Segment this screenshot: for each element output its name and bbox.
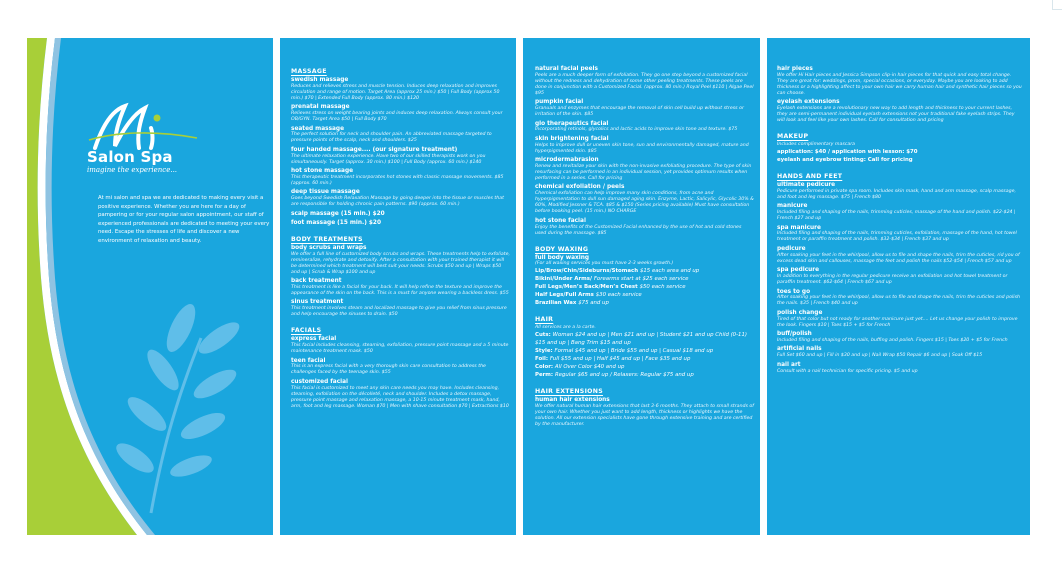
section-heading: MASSAGE (291, 68, 327, 75)
price-line: Cuts: Woman $24 and up | Men $21 and up | Student $21 and up Child (0-11) $15 and up | Bang Trim $15 and up (535, 332, 748, 347)
service-desc: Peels are a much deeper form of exfoliation. They go one step beyond a customized facial without the redness and dehydration of some other peeling treatments. These peels are done in conjunction with a Customized Facial. (approx. 80 min.) Royal Peel $110 | Algae Peel $95 (535, 72, 754, 96)
section-hands-and-feet (777, 173, 1022, 374)
price-line: Bikini/Under Arms/ Forearms start at $25 each service (535, 276, 689, 283)
service-desc: Included filing and shaping of the nails, buffing and polish. Fingers $15 | Toes $20 + $5 for French (777, 337, 1008, 343)
price-line: Lip/Brow/Chin/Sideburns/Stomach $15 each area and up (535, 268, 700, 275)
page-corner-mark (1052, 0, 1062, 10)
service-name: manicure (777, 203, 808, 210)
service-desc: This facial is customized to meet any skin care needs you may have. Includes cleansing, steaming, exfoliation on the décolleté, neck and shoulder. Includes a detox massage, pressure point massage and relaxation massage, a 10-15 minute treatment mask, hand, arm, foot and leg massage. Woman $70 | Men with shave consultation $70 | Extractions $10 (291, 385, 509, 409)
service-name: nail art (777, 361, 801, 368)
leaf-branch-decoration (111, 298, 261, 518)
service-desc: In addition to everything in the regular pedicure receive an exfoliation and hot towel treatment or paraffin treatment. $62-$64 | French $67 and up (777, 274, 1008, 286)
service-desc: Helps to improve dull or uneven skin tone, sun and environmentally damaged, mature and hyperpigmented skin. $85 (535, 142, 749, 154)
section-hair (535, 316, 754, 379)
makeup-note: Includes complimentary mascara (777, 142, 856, 148)
service-desc: Renew and revitalize your skin with the non-invasive exfoliating procedure. The type of skin resurfacing can be performed in an individual session, yet provides optimum results when performed in a series. Call for pricing (535, 163, 752, 181)
service-desc: We offer Hi Hair pieces and Jessica Simpson clip-in hair pieces for that quick and easy total change. They are great for: weddings, prom, special occasions, or everyday. Maybe you are looking to add thickness or a highlighting affect to your own hair we carry human hair and synthetic hair pieces so you can choose. (777, 72, 1022, 96)
service-name: scalp massage (15 min.) $20 (291, 210, 385, 217)
service-desc: The perfect solution for neck and shoulder pain. An abbreviated massage targeted to pressure points of the scalp, neck and shoulders. $25 (291, 132, 492, 144)
section-heading: HAIR (535, 316, 554, 324)
service-desc: Chemical exfoliation can help improve many skin conditions, from acne and hyperpigmentation to dull sun damaged aging skin. Enzyme, Lactic, Salicylic, Glycolic 30% & 60%, Modified Jessner & TCA. $85 & $150 (Series pricing available) Must have consultation before booking peel. (15 min.) NO CHARGE (535, 191, 754, 215)
price-line: Style: Formal $45 and up | Bride $55 and up | Casual $18 and up (535, 348, 714, 355)
service-desc: We offer a full line of customized body scrubs and wraps. These treatments help to exfoliate, remineralize, rehydrate and detoxify. After a consultation with your trained therapist it will be determined which treatment will best suit your needs. Scrubs $50 and up | Wraps $50 and up | Scrub & Wrap $100 and up (291, 251, 510, 275)
service-name: back treatment (291, 278, 342, 285)
service-name: customized facial (291, 378, 349, 385)
waxing-note: (For all waxing services you must have 2-3 weeks growth.) (535, 261, 674, 267)
price-line: application: $40 / application with lesson: $70 (777, 149, 918, 156)
service-desc: Relieves stress on weight bearing joints and induces deep relaxation. Always consult your OB/GYN. Target Area $50 | Full Body $70 (291, 111, 503, 123)
service-desc: This therapeutic treatment incorporates hot stones with classic massage movements. $85 (approx. 60 min.) (291, 174, 504, 186)
service-name: swedish massage (291, 77, 349, 83)
menu-panel-peels-waxing-hair (523, 38, 760, 535)
section-body-treatments (291, 236, 510, 318)
service-name: skin brightening facial (535, 135, 609, 142)
hair-note: All services are a la carte. (535, 325, 596, 331)
section-peels (535, 66, 754, 237)
service-name: polish change (777, 309, 823, 316)
service-name: express facial (291, 336, 337, 343)
service-desc: This facial includes cleansing, steaming, exfoliation, pressure point massage and a 5 minute maintenance treatment mask. $50 (291, 343, 509, 355)
service-name: body scrubs and wraps (291, 244, 367, 251)
brand-name: Salon Spa (87, 148, 173, 166)
service-desc: Goes beyond Swedish Relaxation Massage by going deeper into the tissue or muscles that are responsible for holding chronic pain patterns. $90 (approx. 60 min.) (291, 196, 504, 208)
service-desc: Granuals and enzymes that encourage the removal of skin cell build up without stress or irritation of the skin. $85 (535, 106, 744, 118)
service-desc: Included filing and shaping of the nails, trimming cuticles, exfoliation, massage of the hand, hot towel treatment or paraffin treatment and polish. $32-$34 | French $37 and up (777, 231, 1017, 243)
service-desc: Eyelash extensions are a revolutionary new way to add length and thickness to your current lashes, they are semi-permanent individual eyelash extensions not your traditional fake eyelash strips. They will look and feel like your own lashes. Call for consultation and pricing (777, 106, 1015, 124)
service-desc: This treatment is like a facial for your back. It will help refine the texture and improve the appearance of the skin on the back. This is a must for anyone wearing a backless dress. $55 (291, 284, 509, 296)
section-heading: MAKEUP (777, 133, 809, 141)
service-desc: Consult with a nail technician for specific pricing. $5 and up (777, 368, 918, 374)
service-name: prenatal massage (291, 104, 350, 111)
service-name: spa manicure (777, 224, 821, 231)
service-desc: Full Set $60 and up | Fill in $30 and up | Nail Wrap $50 Repair $6 and up | Soak Off $15 (777, 353, 983, 359)
price-line: eyelash and eyebrow tinting: Call for pricing (777, 157, 913, 164)
service-name: teen facial (291, 357, 326, 364)
service-desc: Incorporating retinols, glycolics and lactic acids to improve skin tone and texture. $75 (535, 127, 738, 133)
section-hair-pieces (777, 66, 1022, 124)
service-name: pumpkin facial (535, 99, 584, 106)
price-line: Brazilian Wax $75 and up (535, 300, 609, 307)
service-name: hot stone massage (291, 168, 354, 175)
section-body-waxing (535, 246, 754, 308)
service-desc: We offer natural human hair extensions that last 3-6 months. They attach to small strands of your own hair. Whether you just want to add length, thickness or highlights we have the solution. All our extension specialists have gone through extensive training and are certified by the manufacturer. (535, 404, 754, 428)
service-name: microdermabrasion (535, 157, 599, 164)
service-desc: After soaking your feet in the whirlpool, allow us to file and shape the nails, trim the cuticles, rid you of excess dead skin and callouses, massage the feet and polish the nails $52-$54 | French $57 and up (777, 252, 1020, 264)
service-name: buff/polish (777, 331, 812, 338)
service-desc: This is an express facial with a very thorough skin care consultation to address the challenges faced by the teenage skin. $55 (291, 364, 486, 376)
service-desc: Enjoy the benefits of the Customized Facial enhanced by the use of hot and cold stones used during the massage. $85 (535, 224, 742, 236)
menu-panel-massage (280, 38, 516, 535)
section-facials (291, 327, 510, 409)
service-name: artificial nails (777, 346, 822, 353)
service-name: spa pedicure (777, 267, 820, 274)
service-name: four handed massage.... (our signature treatment) (291, 146, 458, 153)
service-name: deep tissue massage (291, 189, 360, 196)
price-line: Half Legs/Full Arms $30 each service (535, 292, 642, 299)
section-heading: BODY TREATMENTS (291, 235, 363, 243)
service-name: ultimate pedicure (777, 182, 836, 189)
service-desc: Reduces and relieves stress and muscle tension. Induces deep relaxation and improves circulation and range of motion. Target Area (approx 25 min.) $50 | Full Body (approx 50 min.) $70 | Extended Full Body (approx. 80 min.) $120 (291, 83, 500, 101)
service-name: hair pieces (777, 66, 813, 72)
cover-panel (27, 38, 273, 535)
service-name: seated massage (291, 125, 345, 132)
price-line: Color: All Over Color $40 and up (535, 364, 625, 371)
service-name: human hair extensions (535, 397, 610, 404)
service-desc: After soaking your feet in the whirlpool, allow us to file and shape the nails, trim the cuticles and polish the nails. $35 | French $40 and up (777, 295, 1021, 307)
section-heading: HANDS AND FEET (777, 173, 843, 181)
service-desc: Pedicure performed in private spa room. Includes skin mask, hand and arm massage, scalp massage, and foot and leg massage. $75 | French $80 (777, 188, 1016, 200)
service-desc: The ultimate relaxation experience. Have two of our skilled therapists work on you simultaneously. Target (approx. 30 min.) $100 | Full Body (approx. 60 min.) $140 (291, 153, 486, 165)
price-line: Perm: Regular $65 and up / Relaxers: Regular $75 and up (535, 372, 694, 379)
section-massage (291, 68, 510, 227)
section-heading: HAIR EXTENSIONS (535, 388, 603, 396)
menu-panel-makeup-hands-feet (767, 38, 1030, 535)
service-desc: This treatment involves steam and localized massage to give you relief from sinus pressure and help encourage the sinuses to drain. $50 (291, 306, 507, 318)
service-desc: Tired of that color but not ready for another manicure just yet.... Let us change your polish to improve the look. Fingers $10 | Toes $15 + $5 for French (777, 316, 1018, 328)
section-heading: BODY WAXING (535, 245, 589, 253)
service-desc: Included filing and shaping of the nails, trimming cuticles, massage of the hand and polish. $22-$24 | French $27 and up (777, 210, 1016, 222)
price-line: Full Legs/Men’s Back/Men’s Chest $50 each service (535, 284, 686, 291)
section-makeup (777, 133, 1022, 164)
service-name: sinus treatment (291, 299, 344, 306)
price-line: Foil: Full $55 and up | Half $45 and up | Face $35 and up (535, 356, 691, 363)
section-hair-extensions (535, 388, 754, 428)
service-name: chemical exfoliation / peels (535, 184, 625, 191)
brand-tagline: imagine the experience... (87, 166, 178, 174)
service-name: pedicure (777, 245, 806, 252)
service-name: glo therapeutics facial (535, 120, 609, 127)
section-heading: FACIALS (291, 327, 322, 335)
service-name: natural facial peels (535, 66, 598, 72)
service-name: toes to go (777, 288, 811, 295)
service-name: full body waxing (535, 254, 589, 261)
service-name: foot massage (15 min.) $20 (291, 220, 381, 227)
service-name: hot stone facial (535, 217, 586, 224)
intro-paragraph: At mi salon and spa we are dedicated to making every visit a positive experience. Whether you are here for a day of pampering or for your regular salon appointment, our staff of experienced professionals are dedicated to meeting your every need. Escape the stresses of life and discover a new environment of relaxation and beauty. (98, 195, 270, 244)
service-name: eyelash extensions (777, 99, 840, 106)
